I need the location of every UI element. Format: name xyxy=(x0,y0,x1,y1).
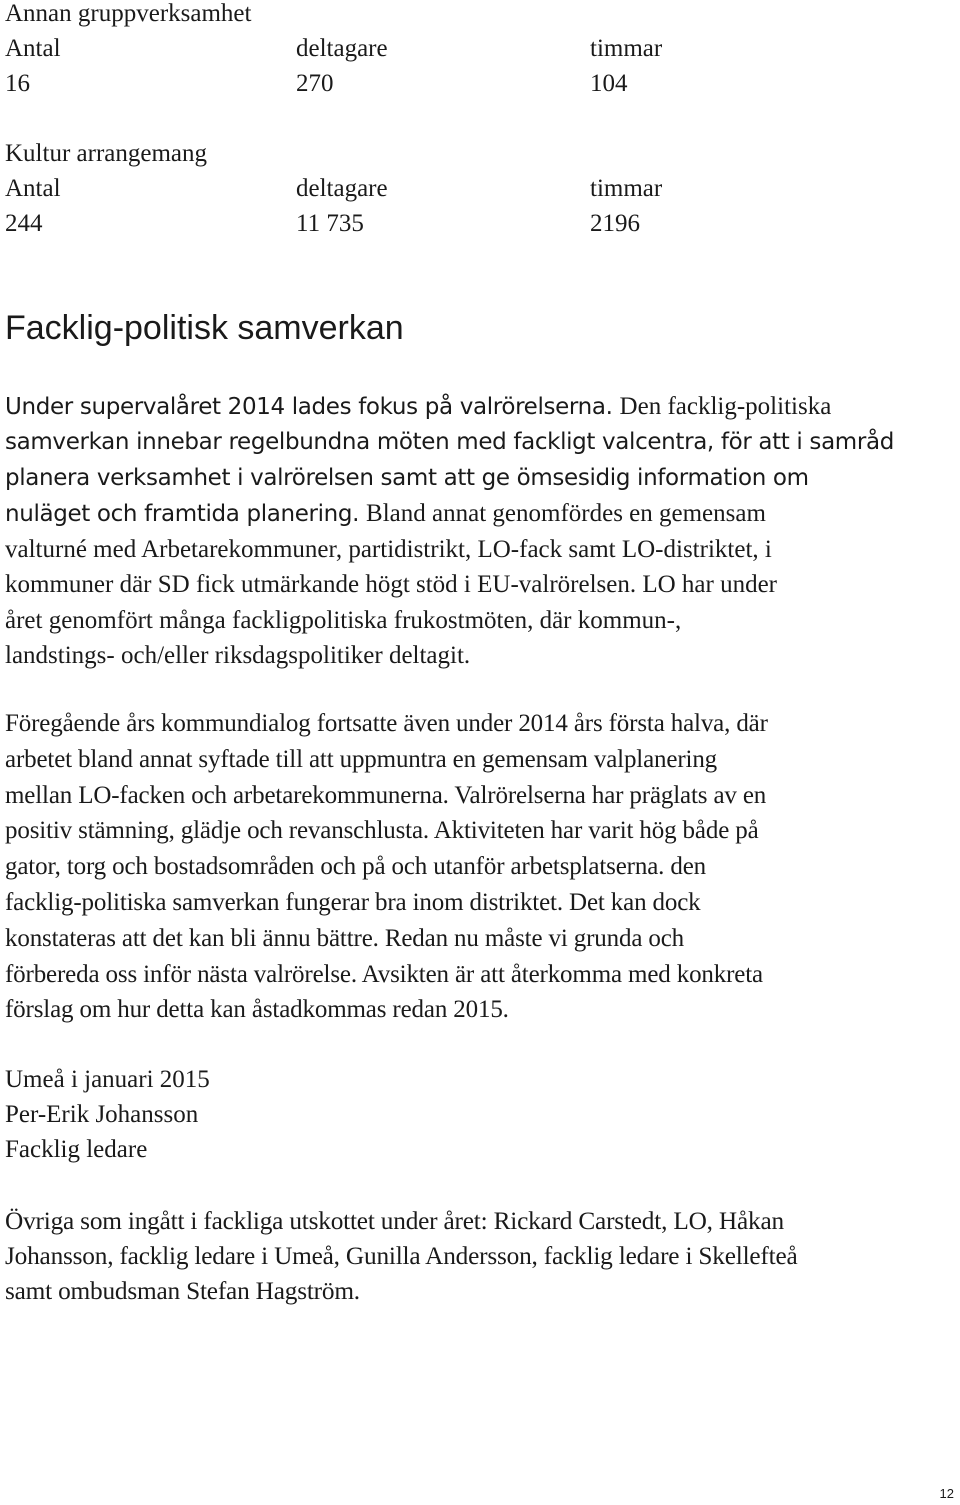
stat-header-antal: Antal xyxy=(5,175,61,202)
stat-header-row xyxy=(5,31,905,66)
page-number: 12 xyxy=(939,1486,954,1501)
paragraph-line: samt ombudsman Stefan Hagström. xyxy=(5,1277,360,1305)
signature-role: Facklig ledare xyxy=(5,1136,148,1163)
paragraph-line: Föregående års kommundialog fortsatte även under 2014 års första halva, där xyxy=(5,710,768,737)
paragraph-line: året genomfört många fackligpolitiska frukostmöten, där kommun-, xyxy=(5,606,682,634)
paragraph-line: förslag om hur detta kan åstadkommas redan 2015. xyxy=(5,996,509,1024)
paragraph-utskottet xyxy=(5,1204,960,1309)
paragraph-line: landstings- och/eller riksdagspolitiker deltagit. xyxy=(5,642,471,670)
signature-block xyxy=(5,1062,210,1167)
stat-block-gruppverksamhet xyxy=(5,0,905,101)
stat-header-deltagare: deltagare xyxy=(296,35,388,62)
stat-value-timmar: 2196 xyxy=(590,210,640,237)
paragraph-line: samverkan innebar regelbundna möten med fackligt valcentra, för att i samråd xyxy=(5,429,894,456)
stat-value-row xyxy=(5,206,905,241)
stat-value-deltagare: 11 735 xyxy=(296,210,364,237)
paragraph-line: valturné med Arbetarekommuner, partidistrikt, LO-fack samt LO-distriktet, i xyxy=(5,536,772,564)
paragraph-kommundialog xyxy=(5,706,960,1028)
stat-value-antal: 16 xyxy=(5,70,30,97)
stat-header-row xyxy=(5,171,905,206)
paragraph-line: facklig-politiska samverkan fungerar bra inom distriktet. Det kan dock xyxy=(5,888,701,916)
paragraph-line: förbereda oss inför nästa valrörelse. Avsikten är att återkomma med konkreta xyxy=(5,960,763,988)
stat-value-timmar: 104 xyxy=(590,70,628,97)
paragraph-supervalaret xyxy=(5,389,960,673)
stat-header-timmar: timmar xyxy=(590,35,663,62)
paragraph-line: kommuner där SD fick utmärkande högt stöd i EU-valrörelsen. LO har under xyxy=(5,571,778,599)
stat-value-antal: 244 xyxy=(5,210,43,237)
paragraph-line: positiv stämning, glädje och revanschlusta. Aktiviteten har varit hög både på xyxy=(5,817,759,845)
stat-value-row xyxy=(5,66,905,101)
paragraph-line: gator, torg och bostadsområden och på och utanför arbetsplatserna. den xyxy=(5,853,706,881)
paragraph-text: Under supervalåret 2014 lades fokus på valrörelserna. xyxy=(5,394,620,420)
paragraph-line: konstateras att det kan bli ännu bättre. Redan nu måste vi grunda och xyxy=(5,924,685,952)
paragraph-text: Den facklig-politiska xyxy=(619,393,832,420)
stat-title: Kultur arrangemang xyxy=(5,140,208,167)
stat-header-timmar: timmar xyxy=(590,175,663,202)
stat-value-deltagare: 270 xyxy=(296,70,334,97)
stat-header-deltagare: deltagare xyxy=(296,175,388,202)
paragraph-line: Johansson, facklig ledare i Umeå, Gunilla Andersson, facklig ledare i Skellefteå xyxy=(5,1242,798,1270)
paragraph-line: planera verksamhet i valrörelsen samt att ge ömsesidig information om xyxy=(5,464,809,491)
paragraph-line: mellan LO-facken och arbetarekommunerna. Valrörelserna har präglats av en xyxy=(5,781,767,809)
stat-header-antal: Antal xyxy=(5,35,61,62)
section-heading: Facklig-politisk samverkan xyxy=(5,309,404,347)
stat-block-kultur xyxy=(5,136,905,241)
paragraph-line: arbetet bland annat syftade till att uppmuntra en gemensam valplanering xyxy=(5,745,718,773)
paragraph-text: nuläget och framtida planering. xyxy=(5,500,367,527)
paragraph-text: Bland annat genomfördes en gemensam xyxy=(366,499,766,527)
paragraph-line: Övriga som ingått i fackliga utskottet under året: Rickard Carstedt, LO, Håkan xyxy=(5,1207,784,1235)
stat-title: Annan gruppverksamhet xyxy=(5,0,252,27)
signature-place-date: Umeå i januari 2015 xyxy=(5,1066,210,1093)
signature-name: Per-Erik Johansson xyxy=(5,1101,199,1128)
